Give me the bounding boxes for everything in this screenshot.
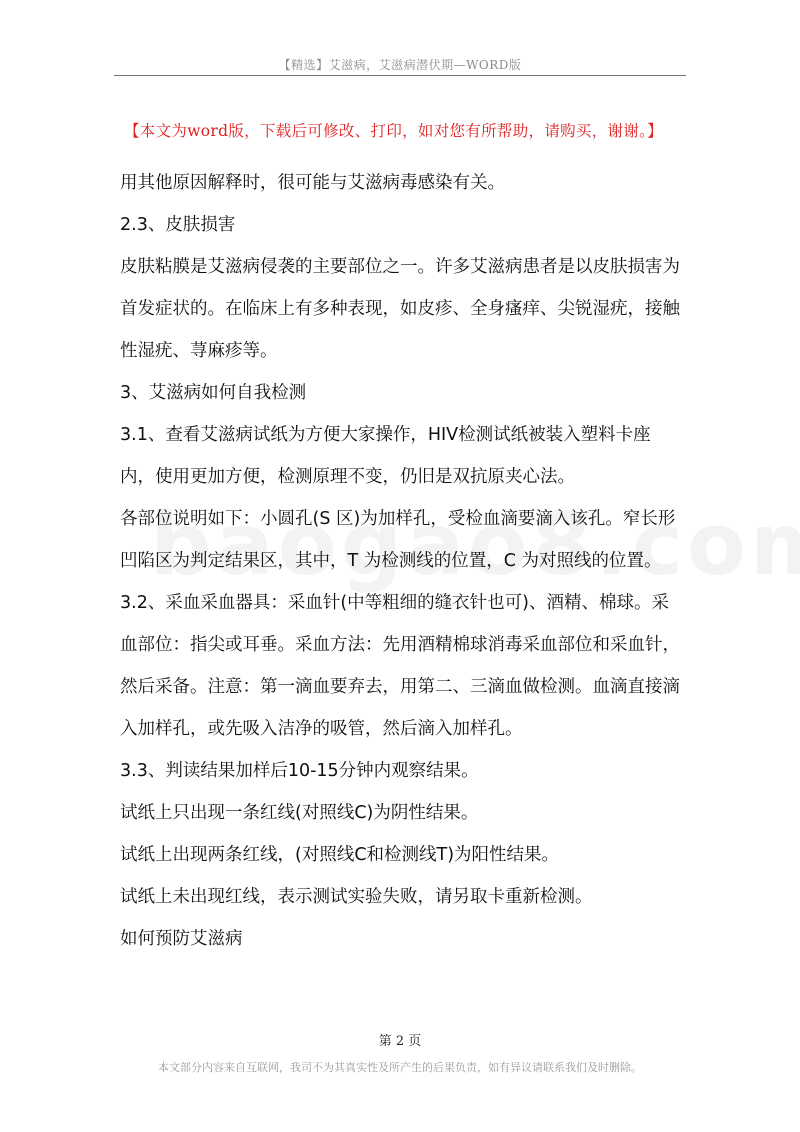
header-divider [114,75,686,76]
paragraph-skin-damage: 皮肤粘膜是艾滋病侵袭的主要部位之一。许多艾滋病患者是以皮肤损害为首发症状的。在临床上有多种表现，如皮疹、全身瘙痒、尖锐湿疣，接触性湿疣、荨麻疹等。 [120,257,680,361]
header-title: 【精选】艾滋病，艾滋病潜伏期—WORD版 [278,58,522,72]
paragraph-positive-result: 试纸上出现两条红线，(对照线C和检测线T)为阳性结果。 [120,845,560,865]
purchase-notice: 【本文为word版，下载后可修改、打印，如对您有所帮助，请购买，谢谢。】 [124,122,663,140]
footer-disclaimer: 本文部分内容来自互联网，我司不为其真实性及所产生的后果负责，如有异议请联系我们及时删除。 [158,1061,642,1074]
paragraph-continuation: 用其他原因解释时，很可能与艾滋病毒感染有关。 [120,173,505,193]
paragraph-read-results: 3.3、判读结果加样后10-15分钟内观察结果。 [120,761,479,781]
document-body [120,162,685,960]
paragraph-negative-result: 试纸上只出现一条红线(对照线C)为阴性结果。 [120,803,479,823]
heading-skin-damage: 2.3、皮肤损害 [120,215,236,235]
paragraph-blood-sampling: 3.2、采血采血器具：采血针(中等粗细的缝衣针也可)、酒精、棉球。采血部位：指尖或耳垂。采血方法：先用酒精棉球消毒采血部位和采血针，然后采备。注意：第一滴血要弃去，用第二、三滴血做检测。血滴直接滴入加样孔，或先吸入洁净的吸管，然后滴入加样孔。 [120,593,680,739]
paragraph-parts-description: 各部位说明如下：小圆孔(S 区)为加样孔，受检血滴要滴入该孔。窄长形凹陷区为判定结果区，其中，T 为检测线的位置，C 为对照线的位置。 [120,509,676,571]
paragraph-invalid-result: 试纸上未出现红线，表示测试实验失败，请另取卡重新检测。 [120,887,593,907]
heading-prevention: 如何预防艾滋病 [120,929,243,949]
heading-self-test: 3、艾滋病如何自我检测 [120,383,307,403]
page-number: 第 2 页 [378,1034,422,1049]
paragraph-test-strip: 3.1、查看艾滋病试纸为方便大家操作，HIV检测试纸被装入塑料卡座内，使用更加方便，检测原理不变，仍旧是双抗原夹心法。 [120,425,651,487]
